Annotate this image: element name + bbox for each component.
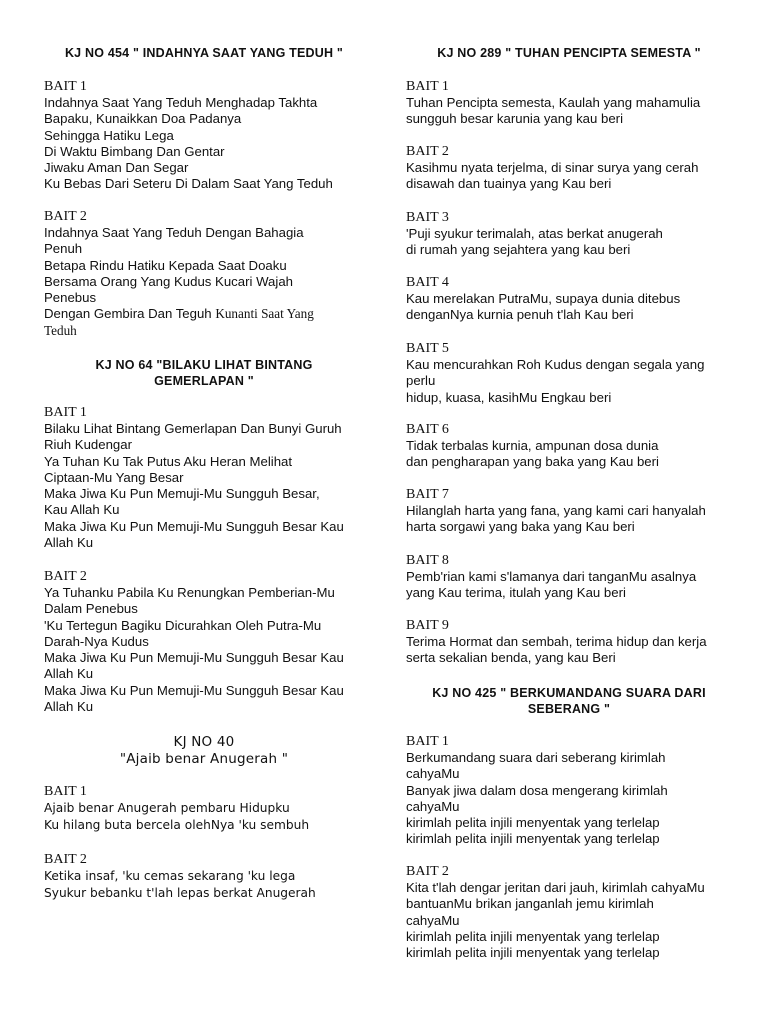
lyric-fragment: Kunanti Saat Yang: [215, 306, 314, 322]
stanza-1: [44, 784, 309, 834]
stanza-6: [406, 422, 659, 471]
stanza-label: BAIT 2: [44, 569, 87, 584]
stanza-2: [44, 852, 316, 902]
lyric-line: Syukur bebanku t'lah lepas berkat Anugerah: [44, 886, 316, 900]
lyric-line: Indahnya Saat Yang Teduh Menghadap Takhta: [44, 95, 318, 110]
lyric-line: Kasihmu nyata terjelma, di sinar surya yang cerah: [406, 160, 699, 175]
lyric-line: Betapa Rindu Hatiku Kepada Saat Doaku: [44, 257, 287, 273]
stanza-label: BAIT 2: [44, 852, 87, 867]
stanza-label: BAIT 4: [406, 275, 449, 290]
lyric-line: cahyaMu: [406, 798, 460, 814]
lyric-line: serta sekalian benda, yang kau Beri: [406, 650, 616, 666]
lyric-line: disawah dan tuainya yang Kau beri: [406, 176, 612, 192]
lyric-line: Ku hilang buta bercela olehNya 'ku sembuh: [44, 818, 310, 832]
lyric-line: Kau mencurahkan Roh Kudus dengan segala yang: [406, 357, 705, 372]
lyric-line: Ciptaan-Mu Yang Besar: [44, 469, 184, 485]
stanza-1: [406, 734, 668, 848]
lyric-line: Allah Ku: [44, 535, 94, 551]
lyric-line: Penebus: [44, 290, 97, 306]
stanza-5: [406, 341, 704, 406]
lyric-line: cahyaMu: [406, 912, 460, 928]
stanza-label: BAIT 3: [406, 210, 449, 225]
stanza-label: BAIT 1: [44, 79, 87, 94]
stanza-4: [406, 275, 680, 324]
lyric-line: yang Kau terima, itulah yang Kau beri: [406, 585, 626, 601]
lyric-line: Berkumandang suara dari seberang kirimlah: [406, 750, 666, 765]
lyric-line: kirimlah pelita injili menyentak yang terlelap: [406, 815, 660, 831]
lyric-line: Bilaku Lihat Bintang Gemerlapan Dan Bunyi Guruh: [44, 421, 342, 436]
lyric-line: Di Waktu Bimbang Dan Gentar: [44, 143, 225, 159]
stanza-label: BAIT 9: [406, 618, 449, 633]
lyric-line: Allah Ku: [44, 666, 94, 682]
stanza-label: BAIT 2: [406, 144, 449, 159]
lyric-line: Ajaib benar Anugerah pembaru Hidupku: [44, 801, 290, 815]
lyric-line: denganNya kurnia penuh t'lah Kau beri: [406, 307, 634, 323]
stanza-8: [406, 553, 696, 602]
song-title-line: KJ NO 40: [173, 734, 235, 750]
lyric-line: Pemb'rian kami s'lamanya dari tanganMu asalnya: [406, 569, 697, 584]
stanza-2: [44, 209, 314, 339]
stanza-label: BAIT 1: [406, 734, 449, 749]
lyric-line: harta sorgawi yang baka yang Kau beri: [406, 519, 635, 535]
lyric-line: Maka Jiwa Ku Pun Memuji-Mu Sungguh Besar,: [44, 486, 320, 502]
song-title: KJ NO 289 " TUHAN PENCIPTA SEMESTA ": [437, 46, 701, 60]
lyric-line: Sehingga Hatiku Lega: [44, 127, 174, 143]
lyric-line: hidup, kuasa, kasihMu Engkau beri: [406, 389, 612, 405]
lyric-line: Ya Tuhan Ku Tak Putus Aku Heran Melihat: [44, 453, 293, 469]
song-title-line: "Ajaib benar Anugerah ": [119, 751, 289, 767]
stanza-label: BAIT 1: [44, 405, 87, 420]
stanza-1: [44, 79, 333, 193]
lyric-fragment: Dengan Gembira Dan Teguh: [44, 306, 212, 322]
stanza-label: BAIT 2: [406, 864, 449, 879]
lyric-line: Maka Jiwa Ku Pun Memuji-Mu Sungguh Besar Kau: [44, 682, 344, 698]
lyric-line: sungguh besar karunia yang kau beri: [406, 111, 624, 127]
lyric-line: kirimlah pelita injili menyentak yang terlelap: [406, 945, 660, 961]
stanza-label: BAIT 1: [44, 784, 87, 799]
lyric-line: Banyak jiwa dalam dosa mengerang kirimlah: [406, 782, 668, 798]
lyric-line: Dalam Penebus: [44, 601, 138, 617]
lyric-line-mixed: [44, 306, 314, 322]
lyric-line: Kau Allah Ku: [44, 502, 120, 518]
lyric-line: Tuhan Pencipta semesta, Kaulah yang mahamulia: [406, 95, 701, 110]
lyric-line: Maka Jiwa Ku Pun Memuji-Mu Sungguh Besar Kau: [44, 650, 344, 666]
lyric-line: Tidak terbalas kurnia, ampunan dosa dunia: [406, 438, 659, 453]
lyric-line: Terima Hormat dan sembah, terima hidup dan kerja: [406, 634, 707, 649]
lyric-line: Bapaku, Kunaikkan Doa Padanya: [44, 111, 242, 127]
stanza-label: BAIT 2: [44, 209, 87, 224]
stanza-label: BAIT 6: [406, 422, 449, 437]
song-title: [44, 357, 364, 389]
lyric-line: di rumah yang sejahtera yang kau beri: [406, 242, 631, 258]
stanza-7: [406, 487, 706, 536]
stanza-label: BAIT 5: [406, 341, 449, 356]
song-title: [396, 685, 742, 717]
stanza-2: [406, 864, 705, 961]
lyric-line: Kau merelakan PutraMu, supaya dunia ditebus: [406, 291, 681, 306]
lyric-line: Teduh: [44, 322, 77, 338]
stanza-2: [44, 569, 344, 715]
stanza-label: BAIT 8: [406, 553, 449, 568]
lyric-line: kirimlah pelita injili menyentak yang terlelap: [406, 928, 660, 944]
stanza-2: [406, 144, 698, 193]
lyric-line: Penuh: [44, 241, 83, 257]
song-title-line: KJ NO 425 " BERKUMANDANG SUARA DARI: [432, 686, 706, 700]
lyric-line: Ku Bebas Dari Seteru Di Dalam Saat Yang Teduh: [44, 176, 333, 192]
lyric-line: Allah Ku: [44, 699, 94, 715]
lyric-line: Darah-Nya Kudus: [44, 633, 149, 649]
lyric-line: dan pengharapan yang baka yang Kau beri: [406, 454, 659, 470]
stanza-label: BAIT 7: [406, 487, 449, 502]
lyric-line: Riuh Kudengar: [44, 437, 132, 453]
song-title-line: GEMERLAPAN ": [154, 374, 254, 388]
lyric-line: 'Ku Tertegun Bagiku Dicurahkan Oleh Putra-Mu: [44, 617, 322, 633]
lyric-line: Indahnya Saat Yang Teduh Dengan Bahagia: [44, 225, 304, 240]
lyric-line: 'Puji syukur terimalah, atas berkat anugerah: [406, 226, 663, 241]
lyric-line: Ya Tuhanku Pabila Ku Renungkan Pemberian-Mu: [44, 585, 335, 600]
song-title: KJ NO 454 " INDAHNYA SAAT YANG TEDUH ": [64, 46, 344, 60]
stanza-3: [406, 210, 663, 259]
lyric-line: Hilanglah harta yang fana, yang kami cari hanyalah: [406, 503, 706, 518]
stanza-label: BAIT 1: [406, 79, 449, 94]
lyric-line: Maka Jiwa Ku Pun Memuji-Mu Sungguh Besar Kau: [44, 518, 344, 534]
lyric-line: Kita t'lah dengar jeritan dari jauh, kirimlah cahyaMu: [406, 880, 705, 895]
lyric-line: Ketika insaf, 'ku cemas sekarang 'ku lega: [44, 869, 296, 883]
stanza-9: [406, 618, 707, 667]
song-title-line: KJ NO 64 "BILAKU LIHAT BINTANG: [95, 358, 313, 372]
stanza-1: [406, 79, 700, 128]
song-title-line: SEBERANG ": [527, 702, 611, 716]
lyric-line: bantuanMu brikan janganlah jemu kirimlah: [406, 896, 654, 912]
song-title: [44, 734, 364, 768]
lyric-line: cahyaMu: [406, 766, 460, 782]
lyric-line: perlu: [406, 373, 436, 389]
stanza-1: [44, 405, 344, 551]
lyric-line: Jiwaku Aman Dan Segar: [44, 160, 189, 176]
lyric-line: Bersama Orang Yang Kudus Kucari Wajah: [44, 273, 293, 289]
lyric-line: kirimlah pelita injili menyentak yang terlelap: [406, 831, 660, 847]
